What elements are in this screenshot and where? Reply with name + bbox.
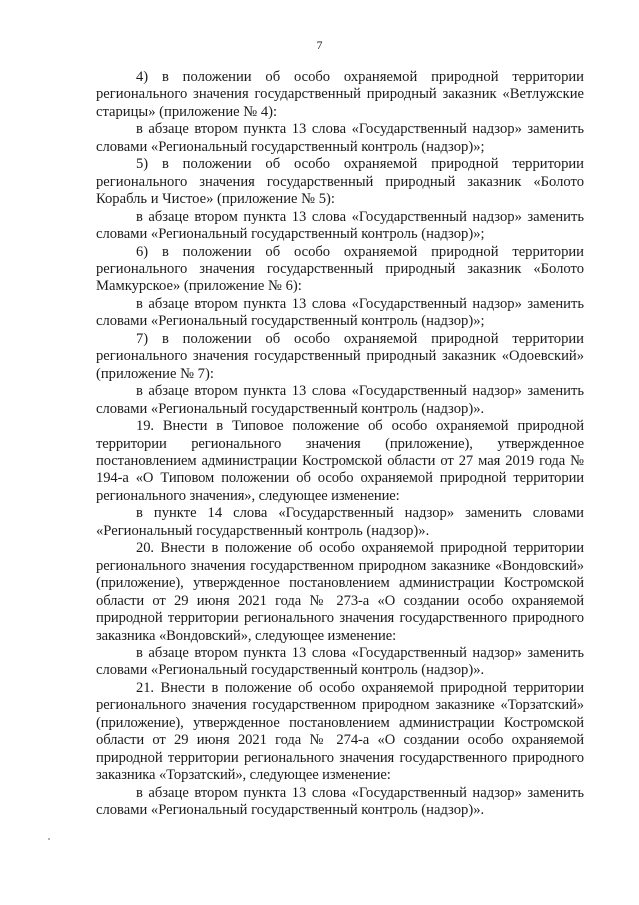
paragraph-item-7-amendment: в абзаце втором пункта 13 слова «Государственный надзор» заменить словами «Региональный государственный контроль (надзор)». <box>96 383 584 417</box>
paragraph-item-7: 7) в положении об особо охраняемой природной территории регионального значения государственный природный заказник «Одоевский» (приложение № 7): <box>96 330 584 382</box>
paragraph-item-5-amendment: в абзаце втором пункта 13 слова «Государственный надзор» заменить словами «Региональный государственный контроль (надзор)»; <box>96 208 584 243</box>
document-body <box>96 69 584 819</box>
paragraph-item-6: 6) в положении об особо охраняемой природной территории регионального значения государственный природный заказник «Болото Мамкурское» (приложение № 6): <box>96 243 584 295</box>
paragraph-section-21-amendment: в абзаце втором пункта 13 слова «Государственный надзор» заменить словами «Региональный государственный контроль (надзор)». <box>96 784 584 819</box>
paragraph-item-4: 4) в положении об особо охраняемой природной территории регионального значения государственный природный заказник «Ветлужские старицы» (приложение № 4): <box>96 69 584 120</box>
paragraph-section-21: 21. Внести в положение об особо охраняемой природной территории регионального значения государственном природном заказнике «Торзатский» (приложение), утвержденное постановлением администрации Костромской области от 29 июня 2021 года № 274-а «О создании особо охраняемой природной территории регионального значения государственного природного заказника «Торзатский», следующее изменение: <box>96 679 584 784</box>
paragraph-section-20-amendment: в абзаце втором пункта 13 слова «Государственный надзор» заменить словами «Региональный государственный контроль (надзор)». <box>96 644 584 679</box>
paragraph-section-19: 19. Внести в Типовое положение об особо охраняемой природной территории регионального значения (приложение), утвержденное постановлением администрации Костромской области от 27 мая 2019 года № 194-а «О Типовом положении об особо охраняемой природной территории регионального значения», следующее изменение: <box>96 418 584 504</box>
scan-speck <box>48 838 50 840</box>
paragraph-section-19-amendment: в пункте 14 слова «Государственный надзор» заменить словами «Региональный государственный контроль (надзор)». <box>96 505 584 539</box>
paragraph-item-6-amendment: в абзаце втором пункта 13 слова «Государственный надзор» заменить словами «Региональный государственный контроль (надзор)»; <box>96 295 584 330</box>
paragraph-section-20: 20. Внести в положение об особо охраняемой природной территории регионального значения государственном природном заказнике «Вондовский» (приложение), утвержденное постановлением администрации Костромской области от 29 июня 2021 года № 273-а «О создании особо охраняемой природной территории регионального значения государственного природного заказника «Вондовский», следующее изменение: <box>96 540 584 644</box>
page-number: 7 <box>316 38 323 52</box>
paragraph-item-4-amendment: в абзаце втором пункта 13 слова «Государственный надзор» заменить словами «Региональный государственный контроль (надзор)»; <box>96 121 584 155</box>
paragraph-item-5: 5) в положении об особо охраняемой природной территории регионального значения государственный природный заказник «Болото Корабль и Чистое» (приложение № 5): <box>96 156 584 208</box>
